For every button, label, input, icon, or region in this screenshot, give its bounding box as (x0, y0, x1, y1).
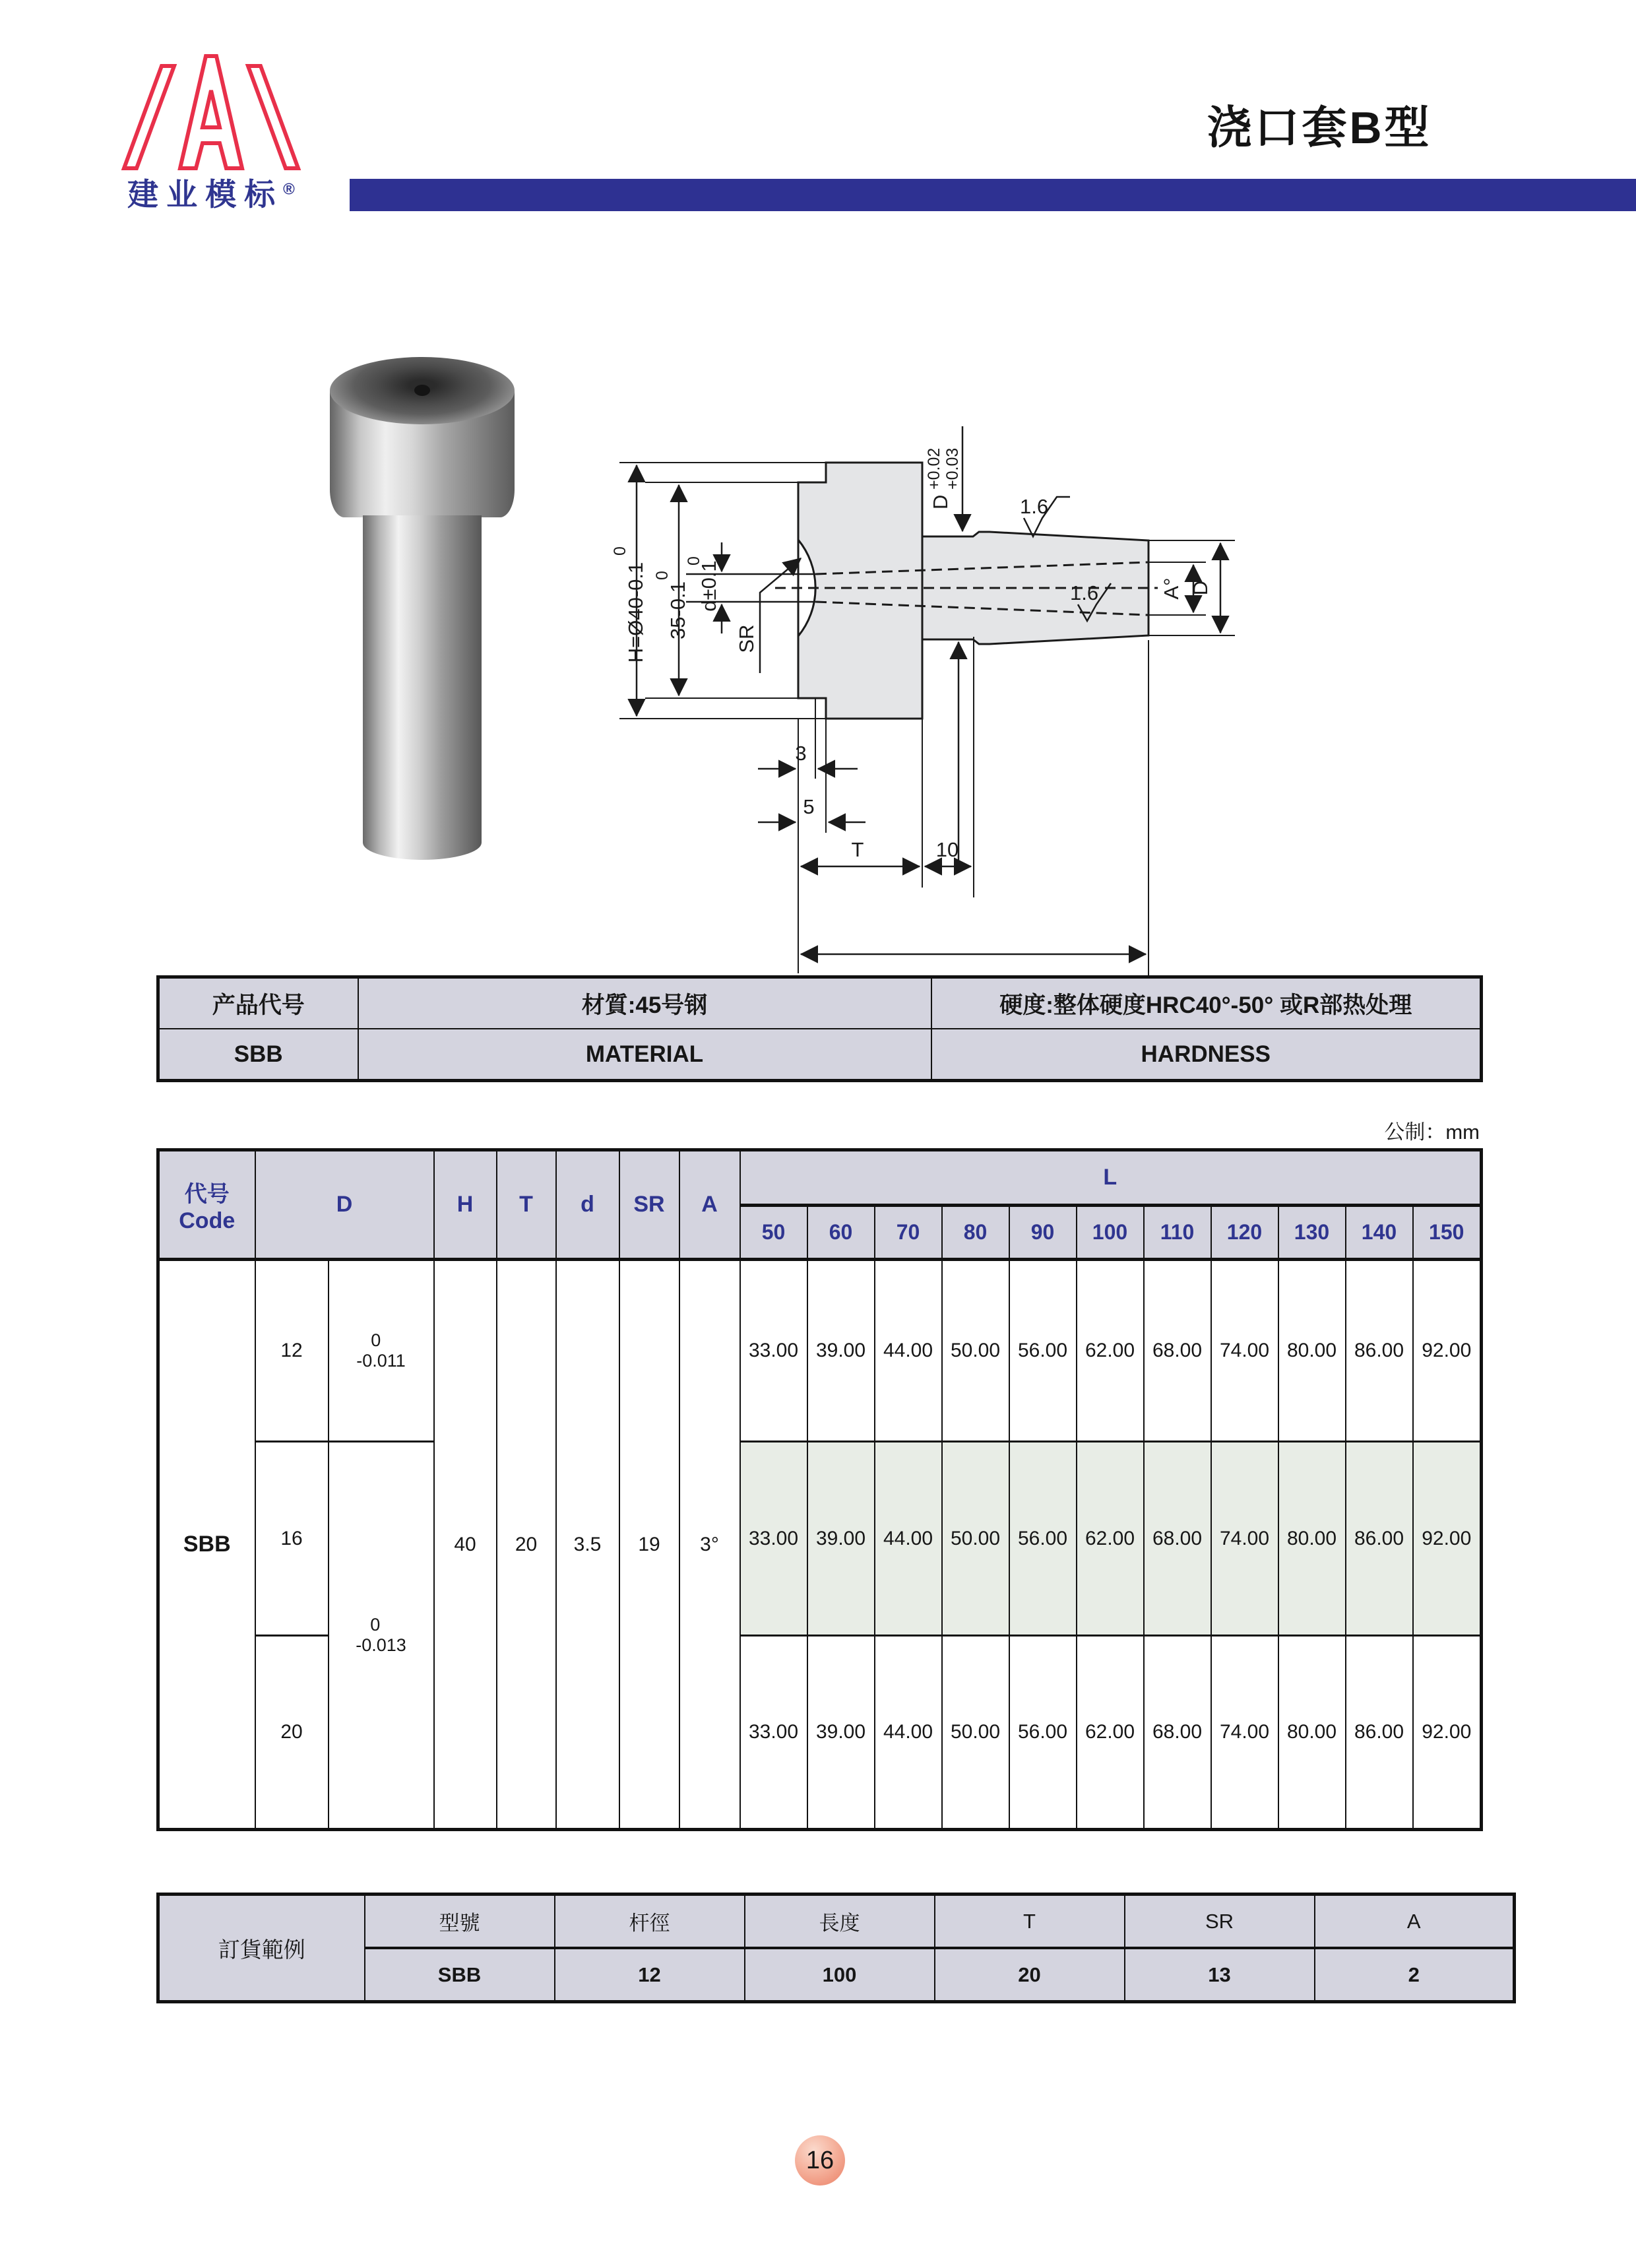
l-value: 92.00 (1413, 1636, 1482, 1830)
l-value: 86.00 (1346, 1636, 1413, 1830)
col-header-code (158, 1150, 255, 1260)
l-value: 74.00 (1211, 1260, 1278, 1442)
dim-label-d-shaft-tol (925, 448, 962, 509)
brand-logo-icon (99, 30, 323, 175)
order-header: T (935, 1895, 1125, 1949)
l-value: 44.00 (875, 1636, 942, 1830)
l-size-header: 100 (1077, 1206, 1144, 1260)
d-value: 20 (255, 1636, 329, 1830)
l-value: 92.00 (1413, 1442, 1482, 1636)
order-title: 訂貨範例 (158, 1895, 365, 2002)
col-header-sr: SR (619, 1150, 679, 1260)
svg-text:D: D (929, 494, 952, 509)
finish-label-2: 1.6 (1070, 581, 1099, 604)
l-value: 33.00 (740, 1260, 807, 1442)
spec-table (156, 1148, 1483, 1831)
order-value: 12 (555, 1948, 745, 2002)
order-header: 長度 (745, 1895, 935, 1949)
l-value: 74.00 (1211, 1636, 1278, 1830)
l-value: 74.00 (1211, 1442, 1278, 1636)
info-product-code: SBB (158, 1029, 358, 1081)
d-value: 16 (255, 1442, 329, 1636)
l-size-header: 90 (1009, 1206, 1077, 1260)
info-hardness-cn: 硬度:整体硬度HRC40°-50° 或R部热处理 (931, 977, 1482, 1029)
order-value: 2 (1315, 1948, 1515, 2002)
order-value: 100 (745, 1948, 935, 2002)
tol1-top: 0 (371, 1330, 381, 1350)
l-value: 44.00 (875, 1442, 942, 1636)
l-size-header: 70 (875, 1206, 942, 1260)
dim-label-t: T (851, 838, 864, 861)
unit-label: 公制：mm (1384, 1120, 1480, 1144)
dim-label-dia: D (1189, 580, 1212, 596)
l-size-header: 120 (1211, 1206, 1278, 1260)
brand-text: 建业模标 (127, 177, 284, 212)
col-header-code-en: Code (179, 1208, 236, 1233)
logo-left-slash-icon (124, 66, 174, 168)
svg-text:+0.02: +0.02 (925, 447, 943, 490)
l-size-header: 140 (1346, 1206, 1413, 1260)
l-value: 56.00 (1009, 1442, 1077, 1636)
l-value: 56.00 (1009, 1636, 1077, 1830)
spec-h: 40 (434, 1260, 497, 1830)
col-header-l: L (740, 1150, 1482, 1206)
l-size-header: 150 (1413, 1206, 1482, 1260)
l-value: 50.00 (942, 1442, 1009, 1636)
order-header: 型號 (365, 1895, 555, 1949)
spec-a: 3° (679, 1260, 740, 1830)
tol2-bot: -0.013 (356, 1635, 406, 1655)
d-tolerance-2 (329, 1442, 434, 1830)
info-material-cn: 材質:45号钢 (358, 977, 931, 1029)
l-value: 92.00 (1413, 1260, 1482, 1442)
order-value: 20 (935, 1948, 1125, 2002)
brand-name (99, 170, 323, 214)
order-header: SR (1125, 1895, 1315, 1949)
dim-label-sr: SR (735, 624, 758, 653)
l-value: 50.00 (942, 1260, 1009, 1442)
dim-label-d-small-tol: 0 (685, 556, 703, 566)
product-photo (317, 327, 528, 864)
spec-t: 20 (497, 1260, 556, 1830)
l-value: 68.00 (1144, 1442, 1211, 1636)
order-header: A (1315, 1895, 1515, 1949)
header-accent-bar (350, 179, 1636, 211)
l-size-header: 50 (740, 1206, 807, 1260)
l-value: 86.00 (1346, 1442, 1413, 1636)
spec-code: SBB (158, 1260, 255, 1830)
l-value: 33.00 (740, 1636, 807, 1830)
finish-label-1: 1.6 (1020, 495, 1049, 518)
l-value: 86.00 (1346, 1260, 1413, 1442)
registered-mark: ® (283, 180, 295, 199)
dim-label-h: H=Ø40-0.1 (624, 562, 647, 663)
l-value: 80.00 (1278, 1442, 1346, 1636)
l-value: 62.00 (1077, 1636, 1144, 1830)
col-header-code-cn: 代号 (184, 1181, 230, 1207)
l-size-header: 130 (1278, 1206, 1346, 1260)
dim-label-5: 5 (803, 795, 815, 818)
l-value: 62.00 (1077, 1260, 1144, 1442)
technical-drawing (594, 370, 1267, 996)
l-value: 39.00 (807, 1636, 875, 1830)
dim-label-angle: A° (1160, 577, 1183, 600)
order-value: 13 (1125, 1948, 1315, 2002)
logo-a-inner-icon (203, 90, 220, 127)
l-value: 39.00 (807, 1442, 875, 1636)
info-product-code-label: 产品代号 (158, 977, 358, 1029)
spec-sr: 19 (619, 1260, 679, 1830)
photo-shank (363, 515, 482, 860)
logo-right-slash-icon (248, 66, 298, 168)
dim-label-35: 35-0.1 (666, 581, 689, 639)
tol2-top: 0 (370, 1614, 381, 1635)
dim-label-3: 3 (795, 742, 807, 765)
logo-a-outline-icon (180, 56, 242, 168)
col-header-h: H (434, 1150, 497, 1260)
dim-label-10: 10 (935, 838, 959, 861)
l-size-header: 80 (942, 1206, 1009, 1260)
photo-center-hole (414, 385, 430, 396)
dim-label-d-small: d±0.1 (697, 560, 720, 612)
info-material-en: MATERIAL (358, 1029, 931, 1081)
order-example-table (156, 1893, 1516, 2003)
l-value: 56.00 (1009, 1260, 1077, 1442)
spec-d-small: 3.5 (556, 1260, 619, 1830)
svg-text:+0.03: +0.03 (943, 447, 962, 490)
d-tolerance-1 (329, 1260, 434, 1442)
tol1-bot: -0.011 (356, 1350, 406, 1371)
page-number-badge (795, 2135, 845, 2186)
l-size-header: 110 (1144, 1206, 1211, 1260)
order-header: 杆徑 (555, 1895, 745, 1949)
l-size-header: 60 (807, 1206, 875, 1260)
l-value: 62.00 (1077, 1442, 1144, 1636)
page-number: 16 (805, 2146, 834, 2174)
col-header-a: A (679, 1150, 740, 1260)
col-header-t: T (497, 1150, 556, 1260)
d-value: 12 (255, 1260, 329, 1442)
l-value: 68.00 (1144, 1260, 1211, 1442)
l-value: 80.00 (1278, 1636, 1346, 1830)
l-value: 39.00 (807, 1260, 875, 1442)
l-value: 50.00 (942, 1636, 1009, 1830)
order-value: SBB (365, 1948, 555, 2002)
l-value: 44.00 (875, 1260, 942, 1442)
dim-label-h-tol: 0 (611, 546, 629, 556)
col-header-d-small: d (556, 1150, 619, 1260)
page-title: 浇口套B型 (1207, 103, 1432, 153)
l-value: 80.00 (1278, 1260, 1346, 1442)
col-header-d: D (255, 1150, 434, 1260)
material-hardness-table (156, 975, 1483, 1082)
info-hardness-en: HARDNESS (931, 1029, 1482, 1081)
l-value: 68.00 (1144, 1636, 1211, 1830)
drawing-head (798, 463, 922, 719)
dim-label-35-tol: 0 (653, 571, 672, 580)
l-value: 33.00 (740, 1442, 807, 1636)
